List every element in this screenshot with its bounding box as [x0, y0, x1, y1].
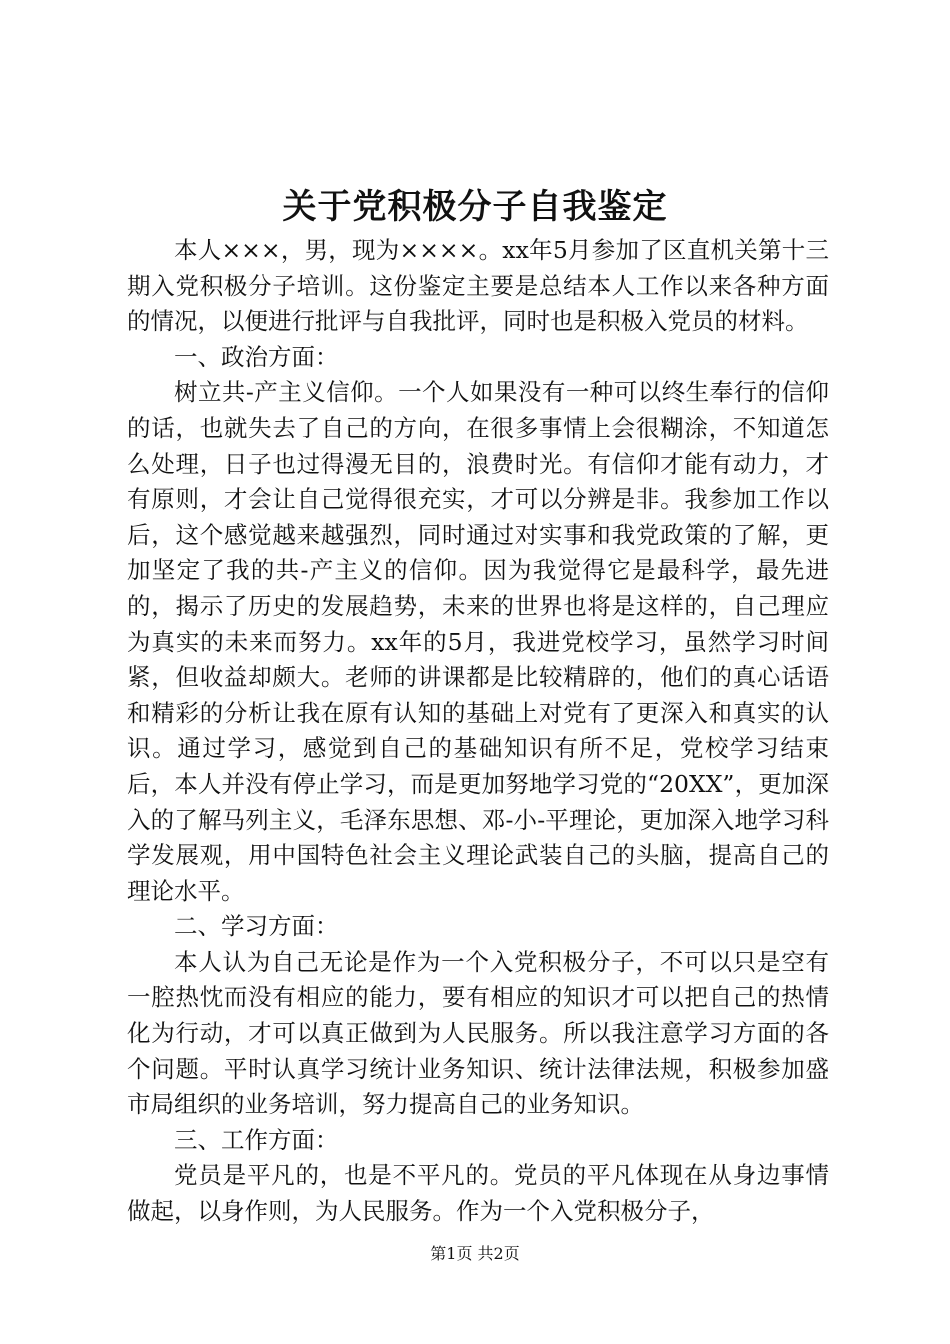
study-paragraph: 本人认为自己无论是作为一个入党积极分子，不可以只是空有一腔热忱而没有相应的能力，要有相应的知识才可以把自己的热情化为行动，才可以真正做到为人民服务。所以我注意学习方面的各个问题。平时认真学习统计业务知识、统计法律法规，积极参加盛市局组织的业务培训，努力提高自己的业务知识。: [127, 947, 829, 1119]
document-body: [127, 233, 829, 1230]
page-footer: 第1页 共2页: [430, 1244, 520, 1263]
politics-paragraph: 树立共-产主义信仰。一个人如果没有一种可以终生奉行的信仰的话，也就失去了自己的方向，在很多事情上会很糊涂，不知道怎么处理，日子也过得漫无目的，浪费时光。有信仰才能有动力，才有原则，才会让自己觉得很充实，才可以分辨是非。我参加工作以后，这个感觉越来越强烈，同时通过对实事和我党政策的了解，更加坚定了我的共-产主义的信仰。因为我觉得它是最科学，最先进的，揭示了历史的发展趋势，未来的世界也将是这样的，自己理应为真实的未来而努力。xx年的5月，我进党校学习，虽然学习时间紧，但收益却颇大。老师的讲课都是比较精辟的，他们的真心话语和精彩的分析让我在原有认知的基础上对党有了更深入和真实的认识。通过学习，感觉到自己的基础知识有所不足，党校学习结束后，本人并没有停止学习，而是更加努地学习党的“20XX”，更加深入的了解马列主义，毛泽东思想、邓-小-平理论，更加深入地学习科学发展观，用中国特色社会主义理论武装自己的头脑，提高自己的理论水平。: [127, 378, 829, 905]
work-paragraph: 党员是平凡的，也是不平凡的。党员的平凡体现在从身边事情做起，以身作则，为人民服务。作为一个入党积极分子，: [127, 1161, 829, 1226]
section-heading-work: 三、工作方面：: [174, 1125, 339, 1154]
section-heading-study: 二、学习方面：: [174, 912, 339, 941]
intro-paragraph: 本人×××，男，现为××××。xx年5月参加了区直机关第十三期入党积极分子培训。这份鉴定主要是总结本人工作以来各种方面的情况，以便进行批评与自我批评，同时也是积极入党员的材料。: [127, 236, 829, 336]
section-heading-politics: 一、政治方面：: [174, 342, 339, 371]
document-title: 关于党积极分子自我鉴定: [282, 187, 668, 227]
